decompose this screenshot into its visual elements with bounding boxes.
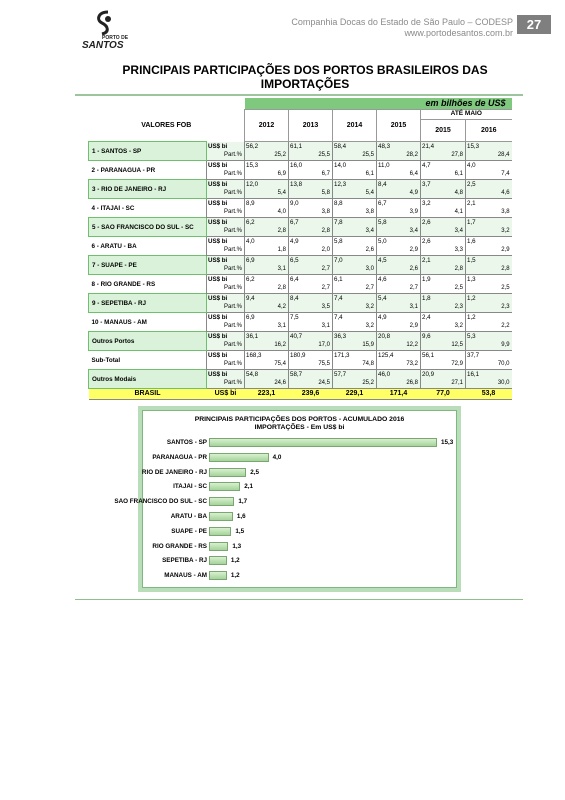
percent-cell: 6,9 xyxy=(245,170,289,180)
percent-cell: 3,8 xyxy=(466,208,512,218)
chart-subtitle-line: IMPORTAÇÕES - Em US$ bi xyxy=(254,424,345,431)
svg-text:SANTOS: SANTOS xyxy=(82,40,124,51)
value-cell: 6,2 xyxy=(245,218,289,228)
percent-cell: 2,6 xyxy=(377,265,421,275)
percent-cell: 70,0 xyxy=(466,360,512,370)
part-label: Part.% xyxy=(207,322,245,332)
porto-de-santos-logo xyxy=(80,10,130,52)
value-cell: 4,0 xyxy=(245,237,289,247)
unit-banner: em bilhões de US$ xyxy=(245,98,512,110)
row-label: 3 - RIO DE JANEIRO - RJ xyxy=(89,180,207,199)
percent-cell: 24,5 xyxy=(289,379,333,389)
value-cell: 2,5 xyxy=(466,180,512,190)
percent-cell: 2,9 xyxy=(377,246,421,256)
bar-value-label: 1,6 xyxy=(236,513,246,520)
value-cell: 1,2 xyxy=(466,313,512,323)
percent-cell: 2,8 xyxy=(466,265,512,275)
value-cell: 37,7 xyxy=(466,351,512,361)
value-cell: 1,7 xyxy=(466,218,512,228)
unit-label: US$ bi xyxy=(207,142,245,152)
title-line-1: PRINCIPAIS PARTICIPAÇÕES DOS PORTOS BRASILEIROS DAS xyxy=(122,63,488,77)
value-cell: 20,9 xyxy=(421,370,466,380)
percent-cell: 3,2 xyxy=(421,322,466,332)
percent-cell: 2,5 xyxy=(421,284,466,294)
percent-cell: 3,0 xyxy=(333,265,377,275)
value-cell: 6,5 xyxy=(289,256,333,266)
part-label: Part.% xyxy=(207,284,245,294)
percent-cell: 72,9 xyxy=(421,360,466,370)
value-cell: 12,0 xyxy=(245,180,289,190)
value-cell: 15,3 xyxy=(245,161,289,171)
bar xyxy=(209,542,228,551)
value-cell: 6,2 xyxy=(245,275,289,285)
value-cell: 11,0 xyxy=(377,161,421,171)
value-cell: 15,3 xyxy=(466,142,512,152)
brasil-value: 77,0 xyxy=(421,389,466,400)
value-cell: 2,4 xyxy=(421,313,466,323)
value-cell: 2,6 xyxy=(421,237,466,247)
value-cell: 40,7 xyxy=(289,332,333,342)
value-cell: 5,4 xyxy=(377,294,421,304)
percent-cell: 12,2 xyxy=(377,341,421,351)
row-label: 1 - SANTOS - SP xyxy=(89,142,207,161)
bar-value-label: 4,0 xyxy=(272,453,282,461)
unit-label: US$ bi xyxy=(207,351,245,361)
company-name: Companhia Docas do Estado de São Paulo – CODESP xyxy=(291,17,513,27)
percent-cell: 6,1 xyxy=(421,170,466,180)
value-cell: 6,9 xyxy=(245,256,289,266)
value-cell: 58,4 xyxy=(333,142,377,152)
bar-category-label: SUAPE - PE xyxy=(171,527,207,535)
value-cell: 1,8 xyxy=(421,294,466,304)
value-cell: 54,8 xyxy=(245,370,289,380)
table-row xyxy=(89,161,512,171)
year-header: 2014 xyxy=(333,110,377,142)
bar-value-label: 1,3 xyxy=(232,542,242,550)
percent-cell: 25,5 xyxy=(289,151,333,161)
valores-fob-header: VALORES FOB xyxy=(141,121,192,129)
value-cell: 4,5 xyxy=(377,256,421,266)
percent-cell: 2,7 xyxy=(289,284,333,294)
percent-cell: 3,1 xyxy=(245,265,289,275)
value-cell: 6,1 xyxy=(333,275,377,285)
brasil-value: 223,1 xyxy=(245,389,289,400)
table-row xyxy=(89,370,512,380)
value-cell: 8,8 xyxy=(333,199,377,209)
year-header: 2012 xyxy=(245,110,289,142)
table-row xyxy=(89,294,512,304)
website-link[interactable]: www.portodesantos.com.br xyxy=(404,28,513,38)
row-label: 4 - ITAJAI - SC xyxy=(91,204,135,212)
value-cell: 9,4 xyxy=(245,294,289,304)
unit-label: US$ bi xyxy=(207,332,245,342)
percent-cell: 30,0 xyxy=(466,379,512,389)
percent-cell: 26,8 xyxy=(377,379,421,389)
value-cell: 4,0 xyxy=(466,161,512,171)
value-cell: 8,4 xyxy=(289,294,333,304)
value-cell: 7,8 xyxy=(333,218,377,228)
percent-cell: 2,3 xyxy=(421,303,466,313)
unit-label: US$ bi xyxy=(207,256,245,266)
bar-value-label: 1,7 xyxy=(238,498,248,506)
table-row xyxy=(89,313,512,323)
percent-cell: 3,8 xyxy=(289,208,333,218)
value-cell: 168,3 xyxy=(245,351,289,361)
percent-cell: 27,8 xyxy=(421,151,466,161)
percent-cell: 4,2 xyxy=(245,303,289,313)
value-cell: 5,0 xyxy=(377,237,421,247)
bar xyxy=(209,571,227,580)
table-row xyxy=(89,275,512,285)
value-cell: 180,9 xyxy=(289,351,333,361)
value-cell: 7,0 xyxy=(333,256,377,266)
brasil-row xyxy=(89,389,512,400)
bar xyxy=(209,512,233,521)
percent-cell: 2,7 xyxy=(289,265,333,275)
chart-title-line: PRINCIPAIS PARTICIPAÇÕES DOS PORTOS - ACUMULADO 2016 xyxy=(194,416,405,423)
value-cell: 12,3 xyxy=(333,180,377,190)
bar-chart xyxy=(114,410,457,588)
bar-value-label: 1,2 xyxy=(230,557,240,565)
value-cell: 6,7 xyxy=(289,218,333,228)
percent-cell: 28,4 xyxy=(466,151,512,161)
page-title xyxy=(70,63,540,91)
value-cell: 125,4 xyxy=(377,351,421,361)
year-header: 2015 xyxy=(377,110,421,142)
value-cell: 46,0 xyxy=(377,370,421,380)
value-cell: 5,3 xyxy=(466,332,512,342)
percent-cell: 6,4 xyxy=(377,170,421,180)
bar xyxy=(209,556,227,565)
percent-cell: 3,2 xyxy=(333,322,377,332)
percent-cell: 5,4 xyxy=(333,189,377,199)
row-label: 8 - RIO GRANDE - RS xyxy=(91,280,156,288)
percent-cell: 6,7 xyxy=(289,170,333,180)
row-label: 6 - ARATU - BA xyxy=(91,242,137,250)
percent-cell: 3,4 xyxy=(333,227,377,237)
percent-cell: 3,2 xyxy=(333,303,377,313)
part-label: Part.% xyxy=(207,246,245,256)
table-row xyxy=(89,332,512,342)
part-label: Part.% xyxy=(207,265,245,275)
percent-cell: 3,1 xyxy=(245,322,289,332)
brasil-unit: US$ bi xyxy=(207,389,245,400)
bar xyxy=(209,453,269,462)
value-cell: 20,8 xyxy=(377,332,421,342)
unit-label: US$ bi xyxy=(207,313,245,323)
percent-cell: 9,9 xyxy=(466,341,512,351)
percent-cell: 17,0 xyxy=(289,341,333,351)
bar xyxy=(209,482,240,491)
value-cell: 1,2 xyxy=(466,294,512,304)
percent-cell: 1,8 xyxy=(245,246,289,256)
percent-cell: 16,2 xyxy=(245,341,289,351)
percent-cell: 25,5 xyxy=(333,151,377,161)
part-label: Part.% xyxy=(207,189,245,199)
value-cell: 56,2 xyxy=(245,142,289,152)
table-row xyxy=(89,351,512,361)
percent-cell: 2,7 xyxy=(377,284,421,294)
percent-cell: 75,4 xyxy=(245,360,289,370)
percent-cell: 28,2 xyxy=(377,151,421,161)
value-cell: 171,3 xyxy=(333,351,377,361)
percent-cell: 3,9 xyxy=(377,208,421,218)
value-cell: 3,2 xyxy=(421,199,466,209)
table-row xyxy=(89,180,512,190)
unit-label: US$ bi xyxy=(207,237,245,247)
percent-cell: 5,8 xyxy=(289,189,333,199)
percent-cell: 2,2 xyxy=(466,322,512,332)
table-row xyxy=(89,199,512,209)
unit-label: US$ bi xyxy=(207,218,245,228)
percent-cell: 4,1 xyxy=(421,208,466,218)
bar xyxy=(209,468,246,477)
year-header: 2015 xyxy=(421,120,466,142)
value-cell: 4,6 xyxy=(377,275,421,285)
row-label: 9 - SEPETIBA - RJ xyxy=(89,294,207,313)
table-row xyxy=(89,237,512,247)
percent-cell: 3,8 xyxy=(333,208,377,218)
unit-label: US$ bi xyxy=(207,275,245,285)
percent-cell: 3,1 xyxy=(377,303,421,313)
part-label: Part.% xyxy=(207,208,245,218)
page-number: 27 xyxy=(517,15,551,34)
percent-cell: 5,4 xyxy=(245,189,289,199)
table-body xyxy=(89,142,512,389)
row-label: Outros Portos xyxy=(89,332,207,351)
percent-cell: 3,5 xyxy=(289,303,333,313)
value-cell: 2,1 xyxy=(466,199,512,209)
title-line-2: IMPORTAÇÕES xyxy=(260,77,350,91)
percent-cell: 2,3 xyxy=(466,303,512,313)
percent-cell: 25,2 xyxy=(245,151,289,161)
percent-cell: 4,9 xyxy=(377,189,421,199)
value-cell: 1,9 xyxy=(421,275,466,285)
bar-category-label: SAO FRANCISCO DO SUL - SC xyxy=(114,498,207,506)
brasil-value: 239,6 xyxy=(289,389,333,400)
percent-cell: 2,6 xyxy=(333,246,377,256)
value-cell: 6,9 xyxy=(245,313,289,323)
value-cell: 48,3 xyxy=(377,142,421,152)
bar-category-label: ARATU - BA xyxy=(170,513,207,520)
percent-cell: 3,4 xyxy=(421,227,466,237)
value-cell: 7,4 xyxy=(333,294,377,304)
value-cell: 8,9 xyxy=(245,199,289,209)
table-row xyxy=(89,256,512,266)
value-cell: 16,1 xyxy=(466,370,512,380)
percent-cell: 2,5 xyxy=(466,284,512,294)
percent-cell: 2,9 xyxy=(377,322,421,332)
bar xyxy=(209,527,231,536)
brasil-label: BRASIL xyxy=(89,389,207,400)
row-label: 2 - PARANAGUA - PR xyxy=(91,166,156,174)
bar-category-label: SANTOS - SP xyxy=(166,439,207,446)
unit-label: US$ bi xyxy=(207,180,245,190)
percent-cell: 4,0 xyxy=(245,208,289,218)
brasil-value: 53,8 xyxy=(466,389,512,400)
unit-label: US$ bi xyxy=(207,161,245,171)
percent-cell: 4,8 xyxy=(421,189,466,199)
percent-cell: 73,2 xyxy=(377,360,421,370)
percent-cell: 3,1 xyxy=(289,322,333,332)
part-label: Part.% xyxy=(207,170,245,180)
percent-cell: 2,8 xyxy=(421,265,466,275)
value-cell: 7,5 xyxy=(289,313,333,323)
percent-cell: 2,8 xyxy=(245,284,289,294)
value-cell: 16,0 xyxy=(289,161,333,171)
top-divider xyxy=(75,94,523,96)
percent-cell: 25,2 xyxy=(333,379,377,389)
value-cell: 6,7 xyxy=(377,199,421,209)
part-label: Part.% xyxy=(207,227,245,237)
ate-maio-header: ATÉ MAIO xyxy=(421,110,512,120)
value-cell: 4,9 xyxy=(289,237,333,247)
value-cell: 9,0 xyxy=(289,199,333,209)
percent-cell: 7,4 xyxy=(466,170,512,180)
unit-label: US$ bi xyxy=(207,199,245,209)
percent-cell: 74,8 xyxy=(333,360,377,370)
percent-cell: 6,1 xyxy=(333,170,377,180)
value-cell: 4,7 xyxy=(421,161,466,171)
bar xyxy=(209,438,437,447)
value-cell: 5,8 xyxy=(333,237,377,247)
table-row xyxy=(89,142,512,152)
bar-value-label: 1,5 xyxy=(235,527,245,535)
percent-cell: 12,5 xyxy=(421,341,466,351)
brasil-value: 171,4 xyxy=(377,389,421,400)
part-label: Part.% xyxy=(207,379,245,389)
chart-title xyxy=(143,416,456,432)
bar-category-label: ITAJAI - SC xyxy=(173,483,207,491)
percent-cell: 2,9 xyxy=(466,246,512,256)
bar-category-label: PARANAGUA - PR xyxy=(152,453,207,461)
row-label: 5 - SAO FRANCISCO DO SUL - SC xyxy=(89,218,207,237)
bar-category-label: MANAUS - AM xyxy=(164,572,207,580)
percent-cell: 3,2 xyxy=(466,227,512,237)
bottom-divider xyxy=(75,599,523,600)
value-cell: 7,4 xyxy=(333,313,377,323)
unit-label: US$ bi xyxy=(207,370,245,380)
part-label: Part.% xyxy=(207,303,245,313)
imports-table xyxy=(88,98,512,400)
row-label: 7 - SUAPE - PE xyxy=(89,256,207,275)
percent-cell: 75,5 xyxy=(289,360,333,370)
bar-category-label: RIO DE JANEIRO - RJ xyxy=(141,468,207,476)
bar-value-label: 1,2 xyxy=(230,572,240,580)
value-cell: 13,8 xyxy=(289,180,333,190)
bar-value-label: 2,5 xyxy=(250,468,260,476)
brasil-value: 229,1 xyxy=(333,389,377,400)
percent-cell: 3,3 xyxy=(421,246,466,256)
row-label: Outros Modais xyxy=(89,370,207,389)
value-cell: 36,3 xyxy=(333,332,377,342)
percent-cell: 27,1 xyxy=(421,379,466,389)
value-cell: 5,8 xyxy=(377,218,421,228)
percent-cell: 15,9 xyxy=(333,341,377,351)
value-cell: 6,4 xyxy=(289,275,333,285)
value-cell: 8,4 xyxy=(377,180,421,190)
value-cell: 58,7 xyxy=(289,370,333,380)
value-cell: 61,1 xyxy=(289,142,333,152)
percent-cell: 3,4 xyxy=(377,227,421,237)
value-cell: 56,1 xyxy=(421,351,466,361)
percent-cell: 2,0 xyxy=(289,246,333,256)
value-cell: 2,6 xyxy=(421,218,466,228)
value-cell: 36,1 xyxy=(245,332,289,342)
percent-cell: 4,6 xyxy=(466,189,512,199)
value-cell: 14,0 xyxy=(333,161,377,171)
year-header: 2013 xyxy=(289,110,333,142)
value-cell: 1,5 xyxy=(466,256,512,266)
percent-cell: 2,8 xyxy=(289,227,333,237)
part-label: Part.% xyxy=(207,341,245,351)
svg-text:PORTO DE: PORTO DE xyxy=(102,35,129,41)
bar-category-label: SEPETIBA - RJ xyxy=(162,557,207,565)
row-label: 10 - MANAUS - AM xyxy=(91,318,147,326)
bar-category-label: RIO GRANDE - RS xyxy=(152,542,207,550)
unit-label: US$ bi xyxy=(207,294,245,304)
percent-cell: 2,8 xyxy=(245,227,289,237)
value-cell: 9,6 xyxy=(421,332,466,342)
bar xyxy=(209,497,234,506)
value-cell: 57,7 xyxy=(333,370,377,380)
value-cell: 3,7 xyxy=(421,180,466,190)
value-cell: 21,4 xyxy=(421,142,466,152)
header-info xyxy=(291,17,513,39)
table-row xyxy=(89,218,512,228)
part-label: Part.% xyxy=(207,360,245,370)
bar-value-label: 2,1 xyxy=(244,483,254,491)
row-label: Sub-Total xyxy=(91,356,121,364)
value-cell: 1,3 xyxy=(466,275,512,285)
value-cell: 4,9 xyxy=(377,313,421,323)
percent-cell: 24,6 xyxy=(245,379,289,389)
value-cell: 2,1 xyxy=(421,256,466,266)
percent-cell: 2,7 xyxy=(333,284,377,294)
bar-value-label: 15,3 xyxy=(441,439,454,446)
value-cell: 1,6 xyxy=(466,237,512,247)
year-header: 2016 xyxy=(466,120,512,142)
part-label: Part.% xyxy=(207,151,245,161)
